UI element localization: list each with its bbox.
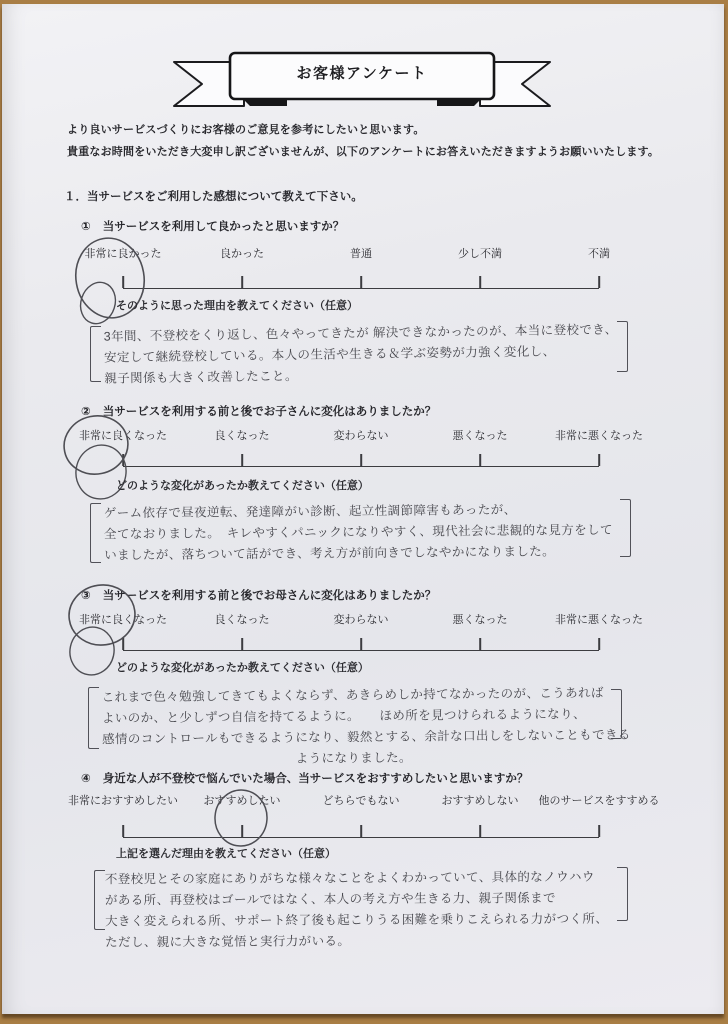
question-3-rating-scale [123, 638, 599, 651]
question-1-number: ① [81, 221, 91, 233]
option-label: 少し不満 [458, 248, 502, 260]
question-2-title [81, 403, 436, 419]
question-3-options [0, 611, 728, 625]
section-1-heading: １．当サービスをご利用した感想について教えて下さい。 [64, 191, 363, 203]
intro-line-2: 貴重なお時間をいただき大変申し訳ございませんが、以下のアンケートにお答えいただきますようお願いいたします。 [67, 146, 660, 158]
handwritten-bracket-left [94, 870, 105, 930]
question-3-text: 当サービスを利用する前と後でお母さんに変化はありましたか？ [102, 590, 437, 602]
option-label: 悪くなった [452, 430, 508, 442]
question-1-handwritten-answer: 3年間、不登校をくり返し、色々やってきたが 解決できなかったのが、本当に登校でき、 安定して継続登校している。本人の生活や生きる＆学ぶ姿勢が力強く変化し、 親子関係も大きく改善したこと。 [103, 322, 618, 386]
question-4-title [81, 770, 528, 786]
option-label: 変わらない [333, 430, 389, 442]
question-2-text: 当サービスを利用する前と後でお子さんに変化はありましたか？ [102, 406, 437, 418]
question-3-title [81, 587, 436, 603]
question-1-text: 当サービスを利用して良かったと思いますか？ [102, 221, 345, 233]
question-4-options [0, 792, 728, 806]
option-label: 変わらない [333, 614, 389, 626]
handwritten-bracket-left [88, 687, 99, 749]
option-label: 良かった [220, 248, 264, 260]
form-title: お客様アンケート [296, 65, 428, 82]
question-3-number: ③ [81, 590, 91, 602]
question-1-rating-scale [123, 276, 599, 289]
intro-line-1: より良いサービスづくりにお客様のご意見を参考にしたいと思います。 [67, 124, 425, 136]
question-2-options [0, 427, 728, 441]
question-1-comment-prompt: そのように思った理由を教えてください（任意） [116, 300, 358, 312]
question-4-comment-prompt: 上記を選んだ理由を教えてください（任意） [116, 848, 336, 860]
option-label: おすすめしない [441, 795, 519, 807]
question-4-number: ④ [81, 773, 91, 785]
handwritten-bracket-left [90, 503, 101, 563]
question-4-text: 身近な人が不登校で悩んでいた場合、当サービスをおすすめしたいと思いますか？ [102, 773, 529, 785]
option-label: 普通 [350, 248, 372, 260]
question-2-comment-prompt: どのような変化があったか教えてください（任意） [116, 480, 369, 492]
question-3-handwritten-answer: これまで色々勉強してきてもよくならず、あきらめしか持てなかったのが、こうあれば よいのか、と少しずつ自信を持てるように。 ほめ所を見つけられるようになり、 感情のコントロールもできるようになり、毅然とする、余計な口出しをしないこともできる ようになりました。 [101, 685, 631, 768]
question-2-rating-scale [123, 454, 599, 467]
question-4-rating-scale [123, 825, 599, 838]
question-1-options [0, 245, 728, 259]
question-4-handwritten-answer: 不登校児とその家庭にありがちな様々なことをよくわかっていて、具体的なノウハウ がある所、再登校はゴールではなく、本人の考え方や生きる力、親子関係まで 大きく変えられる所、サポート終了後も起こりうる困難を乗りこえられる力がつく所、 ただし、親に大きな覚悟と実行力がいる。 [104, 869, 609, 950]
question-3-comment-prompt: どのような変化があったか教えてください（任意） [116, 662, 369, 674]
option-label: 良くなった [214, 614, 270, 626]
option-label: 非常に良くなった [79, 430, 167, 442]
handwritten-bracket-left [90, 326, 101, 382]
option-label: 非常に悪くなった [555, 430, 643, 442]
option-label: 非常に悪くなった [555, 614, 643, 626]
option-label: 他のサービスをすすめる [538, 795, 660, 807]
option-label: どちらでもない [322, 795, 400, 807]
option-label: 非常に良かった [84, 248, 162, 260]
question-1-title [81, 218, 344, 234]
question-2-number: ② [81, 406, 91, 418]
option-label: 悪くなった [452, 614, 508, 626]
option-label: 非常に良くなった [79, 614, 167, 626]
option-label: 不満 [588, 248, 610, 260]
option-label: 非常におすすめしたい [67, 795, 179, 807]
option-label: おすすめしたい [203, 795, 281, 807]
option-label: 良くなった [214, 430, 270, 442]
question-2-handwritten-answer: ゲーム依存で昼夜逆転、発達障がい診断、起立性調節障害もあったが、 全てなおりました。 キレやすくパニックになりやすく、現代社会に悲観的な見方をして いましたが、落ちついて話ができ、考え方が前向きでしなやかになりました。 [103, 502, 613, 563]
